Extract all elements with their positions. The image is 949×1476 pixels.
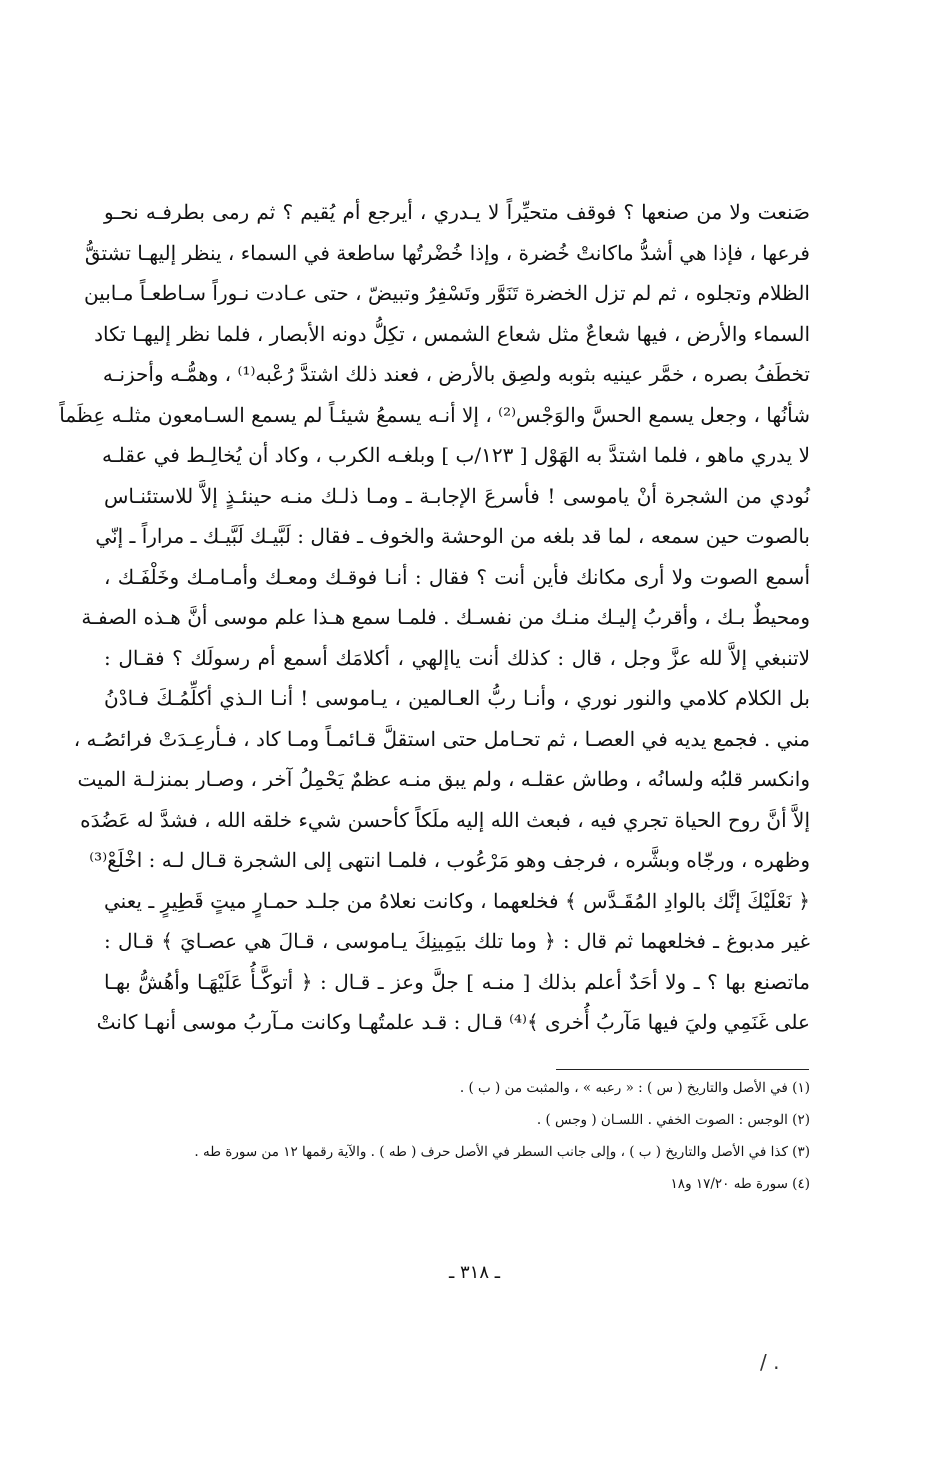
text-line: صَنعت ولا من صنعها ؟ فوقف متحيِّراً لا يـدري ، أيرجع أم يُقيم ؟ ثم رمى بطرفـه نحـو xyxy=(104,200,810,224)
text-line: لا يدري ماهو ، فلما اشتدَّ به الهَوْل [ ١٢٣/ب ] وبلغـه الكرب ، وكاد أن يُخالِـط في عقلـه xyxy=(102,443,810,467)
text-line: أسمع الصوت ولا أرى مكانك فأين أنت ؟ فقال : أنـا فوقـك ومعـك وأمـامـك وخَلْفَـك ، xyxy=(104,564,810,589)
text-line: فرعها ، فإذا هي أشدُّ ماكانتْ خُضرة ، وإذا خُضْرتُها ساطعة في السماء ، ينظر إليهـا تشتقُّ xyxy=(84,240,810,265)
text-line: مني . فجمع يديه في العصـا ، ثم تحـامل حتى استقلَّ قـائمـاً ومـا كاد ، فـأرعِـدَتْ فرائصُـه ، xyxy=(73,726,810,751)
footnotes xyxy=(104,1080,810,1208)
footnote-4: (٤) سورة طه ١٧/٢٠ و١٨ xyxy=(670,1176,810,1192)
text-line: ومحيطٌ بـك ، وأقربُ إليـك منـك من نفسـك . فلمـا سمع هـذا علم موسى أنَّ هـذه الصفـة xyxy=(81,605,810,629)
text-line: غير مدبوغ ـ فخلعهما ثم قال : ﴿ وما تلك بيَمِينِكَ يـاموسى ، قـالَ هي عصـايَ ﴾ قـال : xyxy=(104,929,810,953)
text-line: الظلام وتجلوه ، ثم لم تزل الخضرة تَنَوَّر وتَسْفِرُ وتبيضّ ، حتى عـادت نـوراً سـاطعـاً مـابين xyxy=(83,281,810,305)
text-line: بل الكلام كلامي والنور نوري ، وأنـا ربُّ العـالمين ، يـاموسى ! أنـا الـذي أكلِّمُـكَ فـادْنُ xyxy=(104,686,810,710)
text-line: تخطَفُ بصره ، خمَّر عينيه بثوبه ولصِق بالأرض ، فعند ذلك اشتدَّ رُعْبه⁽¹⁾ ، وهمُّـه وأحزنـه xyxy=(102,362,810,386)
text-line: لاتنبغي إلاَّ لله عزَّ وجل ، قال : كذلك أنت ياإلهي ، أكلامَك أسمع أم رسولَك ؟ فقـال : xyxy=(104,645,810,670)
footnote-1: (١) في الأصل والتاريخ ( س ) : « رعبه » ، والمثبت من ( ب ) . xyxy=(459,1080,810,1096)
page-number: ـ ٣١٨ ـ xyxy=(448,1262,500,1283)
footnote-3: (٣) كذا في الأصل والتاريخ ( ب ) ، وإلى جانب السطر في الأصل حرف ( طه ) . والآية رقمها ١٢ من سورة طه . xyxy=(194,1144,810,1160)
text-line: إلاَّ أنَّ روح الحياة تجري فيه ، فبعث الله إليه ملَكاً كأحسن شيء خلقه الله ، فشدَّ له عَضُدَه xyxy=(80,807,810,832)
text-line: السماء والأرض ، فيها شعاعٌ مثل شعاع الشمس ، تكِلُّ دونه الأبصار ، فلما نظر إليهـا تكاد xyxy=(94,321,810,346)
footnote-2: (٢) الوجس : الصوت الخفي . اللسـان ( وجس ) . xyxy=(536,1112,810,1128)
text-line: ماتصنع بها ؟ ـ ولا أحَدٌ أعلم بذلك [ منـه ] جلَّ وعز ـ قـال : ﴿ أتوكَّـأُ عَلَيْهَـا وأهُشُّ بهـا xyxy=(104,969,810,994)
text-line: ﴿ نَعْلَيْكَ إنَّك بالوادِ المُقَـدَّس ﴾ فخلعهما ، وكانت نعلاهُ من جلـد حمـارٍ ميتٍ قَطِيرٍ ـ يعني xyxy=(104,888,810,913)
text-line: على غَنَمِي وليَ فيها مَآربُ أُخرى ﴾⁽⁴⁾ قـال : قـد علمتُهـا وكانت مـآربُ موسى أنهـا كانتْ xyxy=(96,1010,810,1034)
text-line: نُودي من الشجرة أنْ ياموسى ! فأسرعَ الإجابـة ـ ومـا ذلـك منـه حينئـذٍ إلاَّ للاستئنـاس xyxy=(104,483,810,508)
text-line: وظهره ، ورجّاه وبشَّره ، فرجف وهو مَرْعُوب ، فلمـا انتهى إلى الشجرة قـال لـه : اخْلَعْ⁽³⁾ xyxy=(89,848,810,872)
footnote-separator xyxy=(556,1069,809,1070)
margin-mark: / . xyxy=(760,1350,780,1374)
main-text xyxy=(59,192,810,1043)
text-line: شأنُها ، وجعل يسمع الحسَّ والوَجْس⁽²⁾ ، إلا أنـه يسمعُ شيئـاً لم يسمع السـامعون مثلـه عِظَماً xyxy=(59,402,810,427)
text-line: بالصوت حين سمعه ، لما قد بلغه من الوحشة والخوف ـ فقال : لَبَّيـك لَبَّيـك ـ مراراً ـ إنّي xyxy=(95,524,810,548)
text-line: وانكسر قلبُه ولسانُه ، وطاش عقلـه ، ولم يبق منـه عظمٌ يَحْمِلُ آخر ، وصـار بمنزلـة الميت xyxy=(77,767,810,791)
